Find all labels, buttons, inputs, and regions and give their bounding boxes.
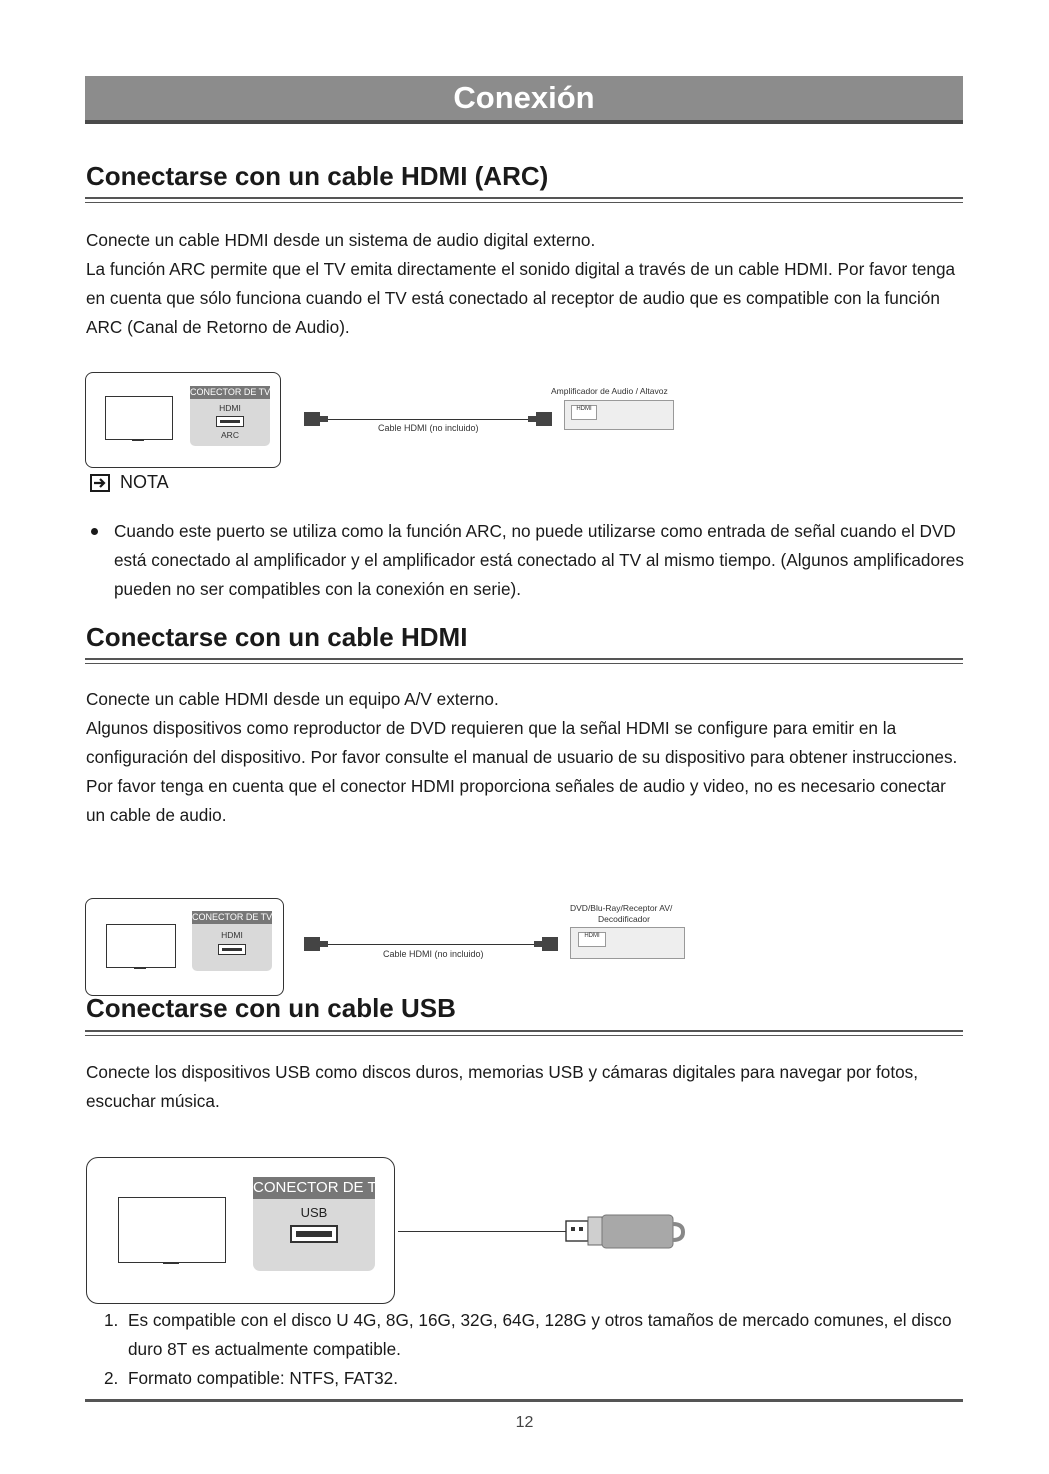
hdmi-plug-tip [320,416,328,422]
tv-icon [106,924,176,968]
hdmi-plug-icon [304,937,320,951]
hdmi-plug-tip [320,941,328,947]
hdmi-cable-line [328,419,528,420]
usb-stick-icon [565,1212,687,1252]
device-port-label: HDMI [584,933,600,939]
usb-line [398,1231,566,1232]
section-title-usb: Conectarse con un cable USB [86,993,456,1023]
port-label: HDMI [221,930,243,940]
device-label-line2: Decodificador [598,914,650,924]
paragraph: Conecte un cable HDMI desde un equipo A/V externo. [86,689,499,709]
device-port [578,932,606,947]
port-label: HDMI [219,403,241,413]
panel-title: CONECTOR DE TV [190,387,271,397]
note-label: NOTA [120,472,169,492]
port-label: USB [300,1205,328,1220]
list-number: 1. [104,1310,119,1330]
section-title-hdmi: Conectarse con un cable HDMI [86,622,468,652]
list-text: Formato compatible: NTFS, FAT32. [128,1368,398,1388]
hdmi-port-icon [216,416,244,427]
list-number: 2. [104,1368,119,1388]
note-header [90,472,169,493]
hdmi-plug-icon [304,412,320,426]
hdmi-plug-icon [536,412,552,426]
connector-panel [192,911,272,971]
panel-title: CONECTOR DE TV [192,912,273,922]
note-list [90,517,968,604]
paragraph: La función ARC permite que el TV emita directamente el sonido digital a través de un cable HDMI. Por favor tenga en cuenta que sólo funciona cuando el TV está conectado al receptor de audio que es compatible con la función ARC (Canal de Retorno de Audio). [86,259,956,337]
page-banner [85,76,963,124]
dvd-device-icon [570,927,685,959]
hdmi-plug-tip [528,416,536,422]
usb-notes-list [104,1306,964,1393]
amplifier-device-icon [564,400,674,430]
port-sublabel: ARC [221,430,239,440]
section-hdmi-arc-body [86,226,966,342]
paragraph: Algunos dispositivos como reproductor de DVD requieren que la señal HDMI se configure para emitir en la configuración del dispositivo. Por favor consulte el manual de usuario de su dispositivo para obtener instrucciones. [86,718,958,767]
cable-label: Cable HDMI (no incluido) [378,423,479,433]
section-rule [85,1030,963,1036]
page-title: Conexión [453,80,595,115]
tv-icon [105,396,173,440]
hdmi-plug-tip [534,941,542,947]
device-port [571,405,597,420]
hdmi-plug-icon [542,937,558,951]
section-title-hdmi-arc: Conectarse con un cable HDMI (ARC) [86,161,549,191]
list-item [104,1306,964,1364]
tv-stand [163,1263,179,1264]
cable-label: Cable HDMI (no incluido) [383,949,484,959]
paragraph: Conecte un cable HDMI desde un sistema de audio digital externo. [86,230,596,250]
section-usb-body [86,1058,966,1116]
paragraph: Por favor tenga en cuenta que el conector HDMI proporciona señales de audio y video, no es necesario conectar un cable de audio. [86,776,946,825]
device-label-line1: DVD/Blu-Ray/Receptor AV/ [570,903,673,913]
hdmi-cable-line [328,944,534,945]
connector-panel [253,1177,387,1271]
section-hdmi-body [86,685,966,830]
list-text: Es compatible con el disco U 4G, 8G, 16G, 32G, 64G, 128G y otros tamaños de mercado comunes, el disco duro 8T es actualmente compatible. [128,1310,952,1359]
tv-stand [132,440,144,441]
tv-icon [118,1197,226,1263]
footer-rule [85,1399,963,1402]
tv-stand [134,968,146,969]
paragraph: Conecte los dispositivos USB como discos duros, memorias USB y cámaras digitales para navegar por fotos, escuchar música. [86,1062,919,1111]
usb-port-icon [290,1225,338,1243]
device-label: Amplificador de Audio / Altavoz [551,386,668,396]
connector-panel [190,386,270,446]
list-item [104,1364,964,1393]
page-number: 12 [515,1414,534,1431]
note-arrow-icon [90,474,110,492]
hdmi-port-icon [218,944,246,955]
panel-title: CONECTOR DE TV [253,1177,375,1199]
section-rule [85,197,963,203]
list-item: Cuando este puerto se utiliza como la función ARC, no puede utilizarse como entrada de señal cuando el DVD está conectado al amplificador y el amplificador está conectado al TV al mismo tiempo. (Algunos amplificadores pueden no ser compatibles con la conexión en serie). [90,517,968,604]
device-port-label: HDMI [576,406,592,412]
section-rule [85,658,963,664]
